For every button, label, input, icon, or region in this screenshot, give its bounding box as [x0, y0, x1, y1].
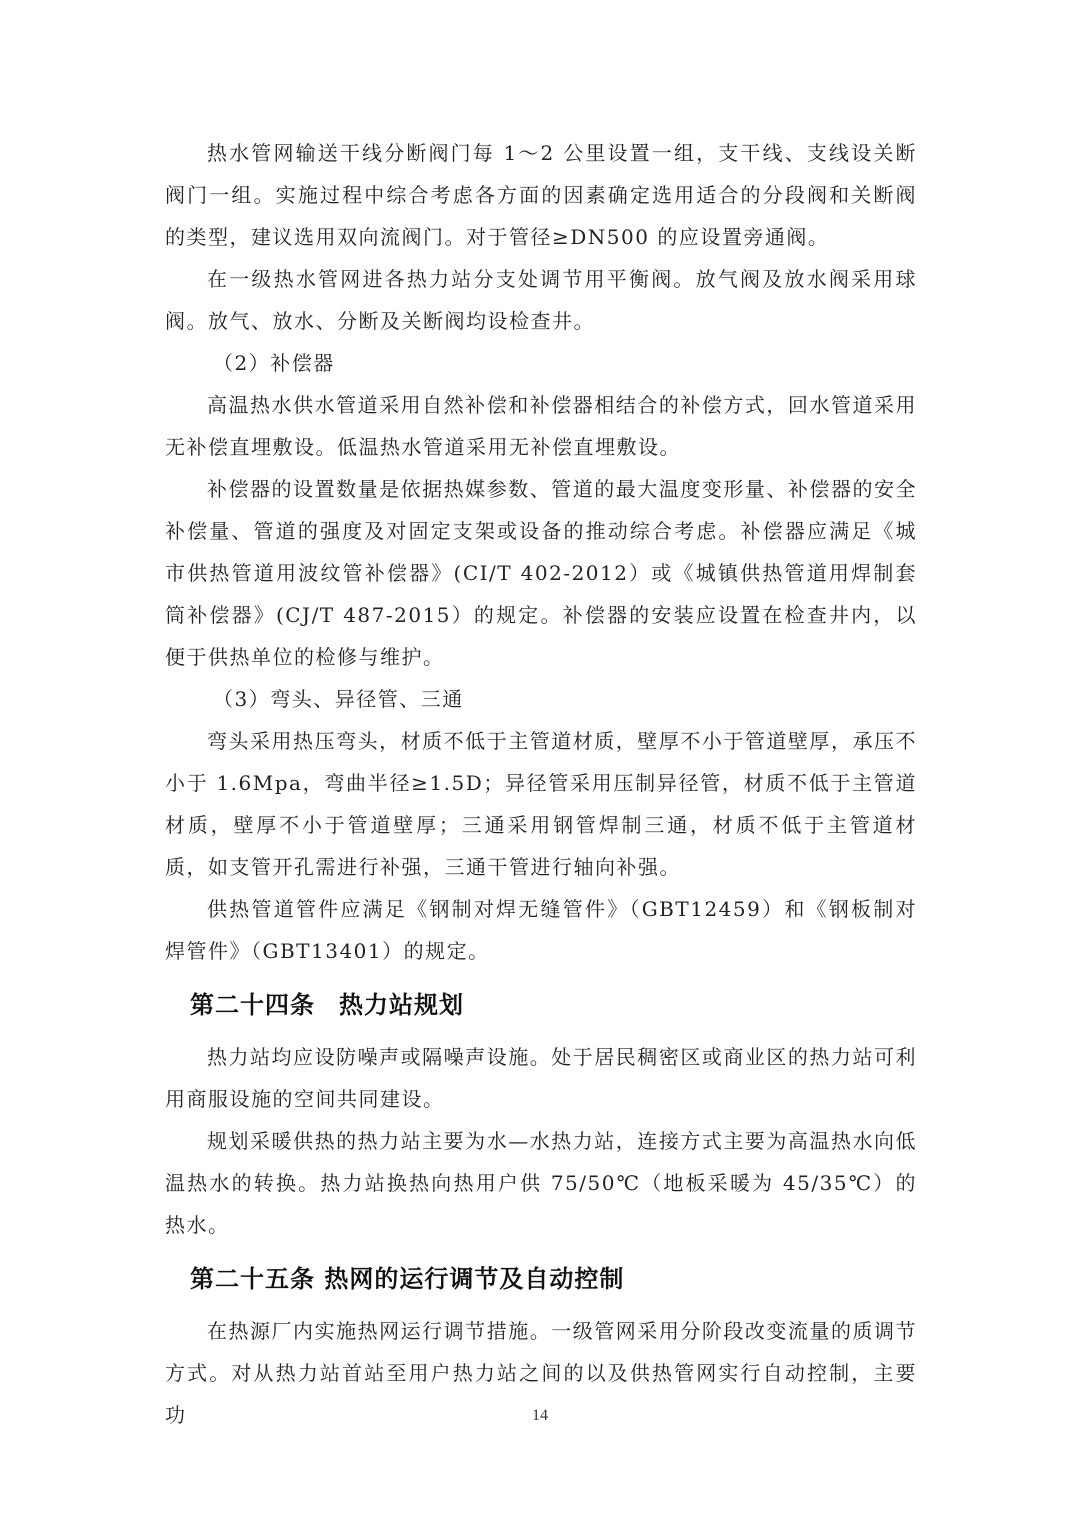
paragraph-valve-spacing: 热水管网输送干线分断阀门每 1～2 公里设置一组，支干线、支线设关断阀门一组。实施过程中综合考虑各方面的因素确定选用适合的分段阀和关断阀的类型，建议选用双向流阀门。对于管径≥DN500 的应设置旁通阀。	[165, 141, 917, 249]
paragraph-compensator-standards: 补偿器的设置数量是依据热媒参数、管道的最大温度变形量、补偿器的安全补偿量、管道的强度及对固定支架或设备的推动综合考虑。补偿器应满足《城市供热管道用波纹管补偿器》(CI/T 402-2012）或《城镇供热管道用焊制套筒补偿器》(CJ/T 487-2015）的规定。补偿器的安装应设置在检查井内，以便于供热单位的检修与维护。	[165, 477, 917, 669]
paragraph-noise-control: 热力站均应设防噪声或隔噪声设施。处于居民稠密区或商业区的热力站可利用商服设施的空间共同建设。	[165, 1045, 917, 1111]
subheading-compensator: （2）补偿器	[213, 351, 335, 375]
paragraph-compensation-method: 高温热水供水管道采用自然补偿和补偿器相结合的补偿方式，回水管道采用无补偿直埋敷设。低温热水管道采用无补偿直埋敷设。	[165, 393, 917, 459]
article-24-title: 热力站规划	[339, 991, 464, 1019]
page-content	[165, 132, 917, 1436]
article-24-heading	[165, 987, 917, 1023]
paragraph-heat-station-type: 规划采暖供热的热力站主要为水—水热力站，连接方式主要为高温热水向低温热水的转换。热力站换热向热用户供 75/50℃（地板采暖为 45/35℃）的热水。	[165, 1129, 917, 1237]
paragraph-balance-valve: 在一级热水管网进各热力站分支处调节用平衡阀。放气阀及放水阀采用球阀。放气、放水、分断及关断阀均设检查井。	[165, 267, 917, 333]
paragraph-fittings-spec: 弯头采用热压弯头，材质不低于主管道材质，壁厚不小于管道壁厚，承压不小于 1.6Mpa，弯曲半径≥1.5D；异径管采用压制异径管，材质不低于主管道材质，壁厚不小于管道壁厚；三通采用钢管焊制三通，材质不低于主管道材质，如支管开孔需进行补强，三通干管进行轴向补强。	[165, 729, 917, 879]
article-25-heading: 第二十五条 热网的运行调节及自动控制	[190, 1265, 625, 1293]
page-number: 14	[532, 1407, 548, 1424]
paragraph-operation-control: 在热源厂内实施热网运行调节措施。一级管网采用分阶段改变流量的质调节方式。对从热力站首站至用户热力站之间的以及供热管网实行自动控制，主要功	[165, 1319, 917, 1427]
paragraph-fittings-standards: 供热管道管件应满足《钢制对焊无缝管件》（GBT12459）和《钢板制对焊管件》（GBT13401）的规定。	[165, 897, 917, 963]
article-24-number: 第二十四条	[190, 991, 315, 1019]
subheading-fittings: （3）弯头、异径管、三通	[213, 687, 464, 711]
